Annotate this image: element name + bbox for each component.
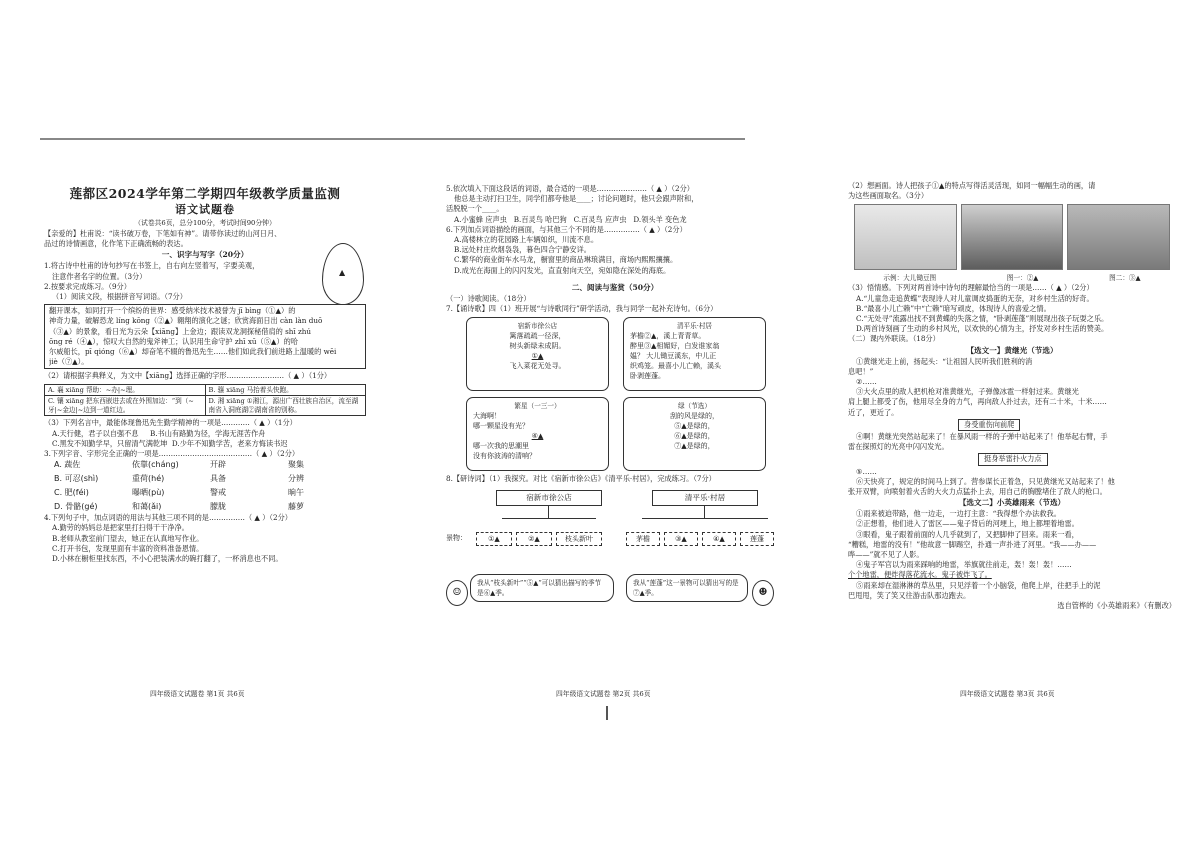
question-4: 4.下列句子中，加点词语的用法与其他三项不同的是 [44, 513, 209, 523]
word: 警戒 [210, 488, 226, 498]
option-d: D.成光在海面上的闪闪发光，直直射向天空，宛如隐在深处的海底。 [454, 265, 671, 275]
option-b: B.书山有路勤为径，学海无涯苦作舟 [149, 428, 266, 438]
dictionary-option-a: A. 襄 xiāng 帮助：~办|~理。 [45, 384, 206, 396]
passage-line: ⑥天快亮了，规定的时间马上到了。营参谋长正着急，只见黄继光又站起来了！他 [856, 476, 1115, 486]
word: 曝晒(pù) [132, 488, 165, 498]
passage-line: ⑤…… [856, 466, 877, 476]
passage-line: 个个地雷，便炸得落花流水。鬼子被炸飞了。 [848, 570, 992, 580]
picture-caption: 示例：大儿锄豆图 [883, 274, 937, 283]
poem-line: 刮的风是绿的， [670, 412, 719, 421]
diagram-item: ④▲ [702, 532, 736, 546]
answer-paren: …………………（ ▲ ）（2分） [596, 184, 694, 193]
word: B. 可忍(shì) [54, 474, 99, 484]
section-title: 一、识字与写字（20分） [161, 250, 249, 260]
passage-line: “糟糕，地雷的没有！”他故意一脚踢空，扑通一声扑进了河里。“我——办—— [848, 539, 1097, 549]
passage-line: ③大火点里的敌人把机枪对准黄继光，子弹像冰雹一样射过来。黄继光 [856, 387, 1079, 397]
option-a: A.天行健，君子以自强不息 [52, 428, 139, 438]
exam-page-3 [848, 181, 1176, 611]
dictionary-table [44, 384, 366, 417]
poem-blank: ①▲ [531, 352, 544, 361]
connector-line [704, 506, 705, 518]
dictionary-option-b: B. 骧 xiāng 马抬着头快跑。 [205, 384, 366, 396]
passage-line: 巴甩甩，笑了笑又往游击队那边跑去。 [848, 590, 971, 600]
diagram-label: 景物： [446, 534, 467, 543]
option-a: A.勤劳的妈妈总是把家里打扫得干干净净。 [52, 523, 189, 533]
option-c: C.“无处寻”流露出找不到黄蝶的失落之情，“卧剥莲蓬”则展现出孩子玩耍之乐。 [856, 314, 1109, 324]
handwritten-word-grid [44, 459, 366, 513]
connector-line [502, 518, 596, 519]
question-8-2-cont: 为这些画面取名。（3分） [848, 191, 929, 201]
word: 具备 [210, 474, 226, 484]
exam-subtitle: 语文试题卷 [175, 203, 235, 216]
exam-title: 莲都区2024学年第二学期四年级教学质量监测 [69, 186, 341, 201]
passage-line: ②正想着，他们进入了雷区——鬼子背后的河埂上，地上都埋着地雷。 [856, 519, 1079, 529]
option-line [44, 439, 366, 449]
passage-line: ②…… [856, 377, 877, 387]
question-8-3: （3）悟情感。下列对两首诗中诗句的理解最恰当的一项是 [848, 283, 1033, 293]
poem-line: ⑦▲是绿的， [674, 442, 715, 451]
option-b: B.百灵鸟 哈巴狗 [513, 214, 567, 224]
poem-line: 醉里③▲相媚好，白发谁家翁 [630, 342, 720, 351]
question-7: 7.【诵诗歌】四（1）班开展“与诗歌同行”研学活动，我与同学一起补充诗句。（6分） [446, 304, 718, 314]
exam-info: （试卷共6页，总分100分，考试时间90分钟） [134, 219, 276, 227]
picture-caption: 图二：③▲ [1109, 274, 1141, 283]
option-a: A.高楼林立的花园路上车辆如织，川流不息。 [454, 235, 599, 245]
passage-line: ⑤雨来却在湿淋淋的草丛里，只见浮着一个小脑袋，他爬上岸，往把手上的泥 [856, 580, 1101, 590]
diagram-item: 茅檐 [626, 532, 660, 546]
passage-line: ④鬼子军官以为雨来踩响的地雷，举旗就往前走，轰！轰！轰！…… [856, 560, 1072, 570]
page-fold-mark [606, 706, 608, 720]
connector-line [642, 518, 768, 519]
option-line [44, 429, 366, 439]
word: A. 蔬佐 [54, 460, 81, 470]
passage-line: 尔威船长，pī qióng（⑥▲）却奋笔不辍的鲁迅先生……他们如此我们前进路上温暖的 wēi [49, 347, 337, 357]
passage-line: ①雨来被迫带路，他一边走，一边打主意：“我得想个办法救我。 [856, 509, 1061, 519]
exam-page-1 [44, 150, 366, 564]
poem-card [466, 397, 609, 471]
poem-cards [466, 317, 766, 471]
passage-line: ①黄继光走上前，扬起头：“让祖国人民听我们胜利的消 [856, 356, 1033, 366]
passage-line: 张开双臂，向喷射着火舌的大火力点猛扑上去，用自己的胸膛堵住了敌人的枪口。 [848, 487, 1107, 497]
blank-mark: ▲ [339, 268, 346, 277]
poem-title: 绿（节选） [678, 402, 711, 411]
poem-line: 飞入菜花无处寻。 [509, 362, 566, 371]
option-line [446, 215, 784, 225]
option-a: A.小蜜蜂 应声虫 [454, 214, 507, 224]
dictionary-option-c: C. 镶 xiāng 把东西嵌进去或在外围加边：“到（~牙|~金边|~边到一道红边。 [45, 396, 206, 416]
poem-title: 繁星（一三一） [514, 402, 561, 411]
illustration-example [854, 204, 957, 270]
answer-paren: ……………（ ▲ ）（2分） [603, 224, 687, 234]
passage-line: 翻开课本，如同打开一个缤纷的世界：感受纳米技术被誉为 jī bìng（①▲）的 [49, 306, 296, 316]
word: 聚集 [288, 460, 304, 470]
word: 藤萝 [288, 502, 304, 512]
page-footer: 四年级语文试题卷 第2页 共6页 [556, 690, 651, 698]
answer-paren: ……………………（ ▲ ）（1分） [226, 371, 332, 381]
question-1-cont: 注意作者名字的位置。（3分） [52, 271, 147, 281]
diagram-item: 枝头新叶 [556, 532, 602, 546]
passage-line: ③眼看，鬼子跟着前面的人几乎就到了，又把脚伸了回来。雨来一看， [856, 529, 1079, 539]
thinking-bubbles [446, 574, 784, 618]
diagram-item: ③▲ [664, 532, 698, 546]
option-d: D.少年不知勤学苦，老来方悔读书迟 [171, 438, 288, 448]
poem-line: ⑤▲是绿的， [674, 422, 715, 431]
connector-line [548, 506, 549, 518]
poem-line: 织鸡笼。最喜小儿亡赖，溪头 [630, 362, 721, 371]
word: 依靠(cháng) [132, 460, 179, 470]
question-8-2: （2）想画面。诗人把孩子①▲的特点写得活灵活现，如同一幅幅生动的画，请 [848, 181, 1096, 190]
diagram-item: 莲蓬 [740, 532, 774, 546]
page-footer: 四年级语文试题卷 第1页 共6页 [150, 690, 245, 698]
page-footer: 四年级语文试题卷 第3页 共6页 [960, 690, 1055, 698]
question-5: 5.依次填入下面这段话的词语，最合适的一项是 [446, 184, 597, 193]
passage-line: jiè（⑦▲）。 [49, 357, 89, 367]
question-1: 1.将古诗中杜甫的诗句抄写在书签上，自右向左竖着写，字要美观， [44, 261, 260, 271]
word: 朦胧 [210, 502, 226, 512]
option-a: A.“儿童急走追黄蝶”表现诗人对儿童调皮捣蛋的无奈，对乡村生活的好奇。 [856, 293, 1094, 303]
passage-line: ④啊！黄继光突然站起来了！在暴风雨一样的子弹中站起来了！他举起右臂，手 [856, 432, 1108, 442]
answer-paren: …………………………………（ ▲ ）（2分） [158, 449, 300, 459]
pinyin-passage-box [44, 304, 366, 369]
illustration-1 [961, 204, 1064, 270]
option-b: B.远处村庄炊烟袅袅，暮色四合宁静安详。 [454, 245, 591, 255]
option-b: B.“最喜小儿亡赖”中“亡赖”暗写顽皮，体现诗人的喜爱之情。 [856, 303, 1051, 313]
poem-title: 清平乐·村居 [676, 322, 713, 331]
poem-card [623, 317, 766, 391]
student-face-icon: ☺ [446, 580, 468, 606]
passage-line: 神奇力量，破解恐龙 líng kōng（②▲）翱翔的演化之谜；欣赏海面日出 càn làn duō [49, 316, 323, 326]
answer-paren: ……（ ▲ ）（2分） [1032, 283, 1094, 293]
answer-paren: ……………（ ▲ ）（2分） [209, 513, 292, 523]
word: D. 骨骼(gé) [54, 502, 98, 512]
poem-comparison-diagram [446, 490, 784, 572]
poem-line: 茅檐②▲，溪上青青草。 [630, 332, 706, 341]
option-b: B.老师从教室前门望去，她正在认真地写作业。 [52, 533, 204, 543]
question-6: 6.下列加点词语描绘的画面，与其他三个不同的是 [446, 224, 604, 234]
passage-line: （③▲）的景象，看日光为云朵【xiāng】上金边；跟读双龙洞探秘借肩的 shī zhú [49, 326, 312, 336]
dictionary-option-d: D. 湘 xiāng ①湘江，源出广西壮族自治区，流至湖南省入洞庭湖②湖南省的别称。 [205, 396, 366, 416]
question-2-1: （1）阅读文段，根据拼音写词语。（7分） [52, 292, 187, 302]
passage-line: 肩上腿上都受了伤，他用尽全身的力气，再向敌人扑过去，还有二十米，十米…… [848, 397, 1107, 407]
word: 开辟 [210, 460, 226, 470]
annotation-box: 身受重伤向前爬 [958, 419, 1020, 431]
poem-blank: ④▲ [531, 432, 544, 441]
diagram-item: ①▲ [476, 532, 512, 546]
poem-line: 大海啊！ [473, 412, 501, 421]
speech-bubble: 我从“莲蓬”这一景物可以猜出写的是⑦▲季。 [626, 574, 748, 602]
exam-page-2 [446, 184, 784, 618]
diagram-right-title: 清平乐·村居 [652, 490, 758, 506]
poem-line: 篱落疏疏一径深， [509, 332, 566, 341]
poem-card [623, 397, 766, 471]
answer-paren: …………（ ▲ ）（1分） [221, 418, 297, 428]
subsection-title: （二）课内外联读。（18分） [848, 334, 940, 344]
poem-line: 哪一次我的思潮里 [473, 442, 529, 451]
diagram-item: ②▲ [516, 532, 552, 546]
scan-top-rule [40, 138, 745, 140]
poem-line: 媪？ 大儿锄豆溪东，中儿正 [630, 352, 717, 361]
illustration-2 [1067, 204, 1170, 270]
word: 重荷(hé) [132, 474, 165, 484]
passage-title: 【选文二】小英雄雨来（节选） [958, 498, 1066, 508]
picture-strip [854, 204, 1170, 270]
option-d: D.领头羊 变色龙 [633, 214, 687, 224]
picture-caption: 图一：②▲ [1006, 274, 1039, 283]
option-c: C.繁华的商业街车水马龙，橱窗里的商品琳琅满目，商场内熙熙攘攘。 [454, 255, 678, 265]
question-2: 2.按要求完成练习。（9分） [44, 281, 131, 291]
passage-line: 息吧！” [848, 366, 874, 376]
poem-card [466, 317, 609, 391]
option-c: C.黑发不知勤学早，只留清气满乾坤 [52, 438, 168, 448]
picture-captions [848, 273, 1176, 283]
passage-source: 选自管桦的《小英雄雨来》（有删改） [1057, 601, 1176, 611]
reminder-line: 【亲爱的】杜甫说：“读书破万卷，下笔如有神”。请带你读过的山河日月、 [44, 229, 282, 238]
section-title: 二、阅读与鉴赏（50分） [571, 282, 659, 292]
passage-line: 近了，更近了。 [848, 407, 899, 417]
subsection-title: （一）诗歌阅读。（18分） [446, 293, 531, 303]
question-3: 3.下列字音、字形完全正确的一项是 [44, 449, 159, 459]
passage-line: 雷在探照灯的光亮中闪闪发光。 [848, 442, 949, 452]
poem-title: 宿新市徐公店 [517, 322, 558, 331]
word: 分辨 [288, 474, 304, 484]
option-d: D.两首诗刻画了生动的乡村风光，以欢快的心情为主，抒发对乡村生活的赞美。 [856, 324, 1109, 334]
poem-line: 卧剥莲蓬。 [630, 372, 665, 381]
annotation-box: 挺身举雷扑火力点 [978, 453, 1048, 465]
poem-line: ⑥▲是绿的， [674, 432, 715, 441]
diagram-left-title: 宿新市徐公店 [496, 490, 602, 506]
passage-line: ōng ré（④▲），惊叹大自然的鬼斧神工；认识用生命守护 zhī xū（⑤▲）的哈 [49, 336, 299, 346]
poem-line: 没有你波涛的清响？ [473, 452, 536, 461]
word: C. 肥(féi) [54, 488, 89, 498]
question-5-text: 他总是主动打扫卫生，同学们都夸他是____；讨论问题时，他只会跟声附和， [454, 194, 699, 204]
question-8: 8.【研诗词】（1）我探究。对比《宿新市徐公店》《清平乐·村居》，完成练习。（7分） [446, 474, 716, 484]
student-face-icon: ☻ [752, 580, 774, 606]
passage-title: 【选文一】黄继光（节选） [966, 345, 1058, 355]
poem-line: 树头新绿未成阴。 [509, 342, 566, 351]
option-d: D.小林在橱柜里找东西，不小心把装满水的碗打翻了，一杯消息也不同。 [52, 554, 283, 564]
passage-line: 哗——”就不见了人影。 [848, 550, 924, 560]
poem-line: 哪一颗星没有光？ [473, 422, 529, 431]
option-c: C.打开书包，发现里面有丰富的资料准备恩情。 [52, 543, 204, 553]
question-5-text: 活脱脱一个____。 [446, 204, 504, 214]
word: 和蔼(ǎi) [132, 502, 162, 512]
question-2-3: （3）下列名言中，最能体现鲁迅先生勤学精神的一项是 [44, 418, 222, 428]
speech-bubble: 我从“枝头新叶”“⑤▲”可以猜出描写的季节是⑥▲季。 [470, 574, 614, 602]
word: 晌午 [288, 488, 304, 498]
reminder-line: 品过的诗情画意，化作笔下正确流畅的表达。 [44, 239, 188, 249]
question-2-2: （2）请根据字典释义，为文中【xiāng】选择正确的字形 [44, 371, 227, 381]
option-c: C.百灵鸟 应声虫 [573, 214, 627, 224]
